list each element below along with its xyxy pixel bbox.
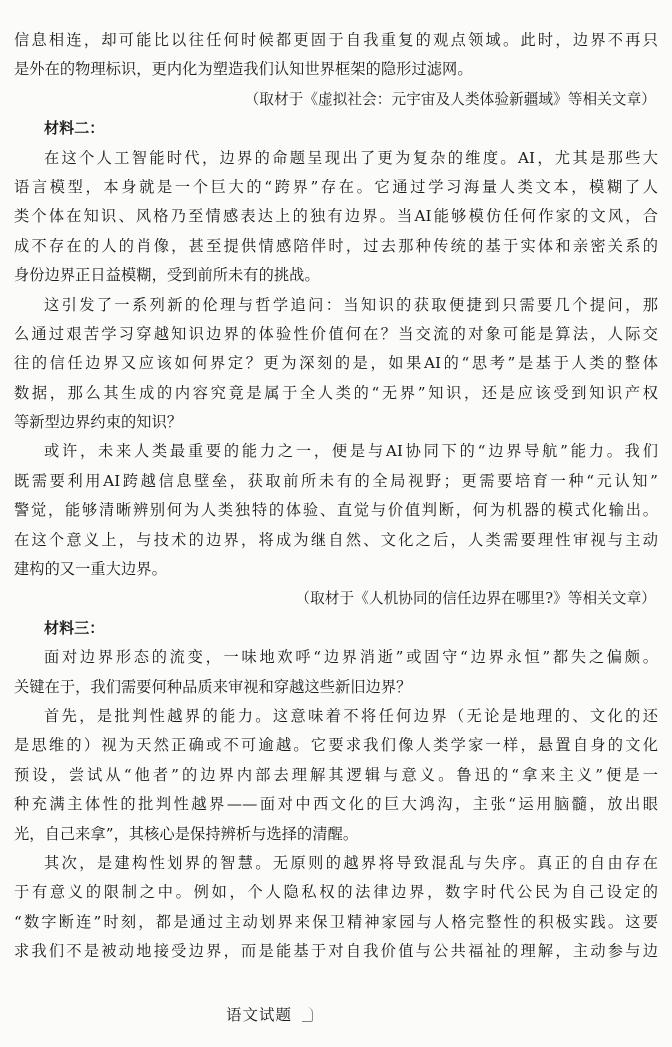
section-heading: 材料二： — [44, 119, 105, 138]
text-line: 既需要利用AI跨越信息壁垒，获取前所未有的全局视野；更需要培育一种“元认知” — [14, 471, 658, 490]
text-line: 往的信任边界又应该如何界定？更为深刻的是，如果AI的“思考”是基于人类的整体 — [14, 354, 658, 373]
text-line: 建构的又一重大边界。 — [14, 560, 167, 579]
text-line: 预设，尝试从“他者”的边界内部去理解其逻辑与意义。鲁迅的“拿来主义”便是一 — [14, 765, 658, 784]
source-citation: （取材于《虚拟社会：元宇宙及人类体验新疆域》等相关文章） — [244, 90, 656, 108]
text-line: 是思维的）视为天然正确或不可逾越。它要求我们像人类学家一样，悬置自身的文化 — [14, 736, 658, 755]
source-citation: （取材于《人机协同的信任边界在哪里?》等相关文章） — [295, 590, 656, 608]
text-line: 或许，未来人类最重要的能力之一，便是与AI协同下的“边界导航”能力。我们 — [44, 442, 658, 461]
text-line: 语言模型，本身就是一个巨大的“跨界”存在。它通过学习海量人类文本，模糊了人 — [14, 177, 658, 196]
text-line: 于有意义的限制之中。例如，个人隐私权的法律边界，数字时代公民为自己设定的 — [14, 883, 658, 902]
text-line: 在这个人工智能时代，边界的命题呈现出了更为复杂的维度。AI，尤其是那些大 — [44, 148, 658, 167]
text-line: 等新型边界约束的知识？ — [14, 413, 183, 432]
text-line: 数据，那么其生成的内容究竟是属于全人类的“无界”知识，还是应该受到知识产权 — [14, 383, 658, 402]
text-line: 求我们不是被动地接受边界，而是能基于对自我价值与公共福祉的理解，主动参与边 — [14, 942, 658, 961]
text-line: 类个体在知识、风格乃至情感表达上的独有边界。当AI能够模仿任何作家的文风，合 — [14, 207, 658, 226]
text-line: 信息相连，却可能比以往任何时候都更固于自我重复的观点领域。此时，边界不再只 — [14, 31, 658, 49]
text-line: 光，自己来拿”，其核心是保持辨析与选择的清醒。 — [14, 824, 359, 843]
page-number-icon — [302, 1007, 313, 1022]
section-heading: 材料三： — [44, 618, 105, 637]
text-line: 是外在的物理标识，更内化为塑造我们认知世界框架的隐形过滤网。 — [14, 60, 473, 79]
article-body — [14, 26, 658, 967]
text-line: 成不存在的人的肖像，甚至提供情感陪伴时，过去那种传统的基于实体和亲密关系的 — [14, 236, 658, 255]
text-line: 其次，是建构性划界的智慧。无原则的越界将导致混乱与失序。真正的自由存在 — [44, 853, 658, 872]
text-line: 关键在于，我们需要何种品质来审视和穿越这些新旧边界？ — [14, 677, 412, 696]
text-line: 这引发了一系列新的伦理与哲学追问：当知识的获取便捷到只需要几个提问，那 — [44, 295, 658, 314]
text-line: 首先，是批判性越界的能力。这意味着不将任何边界（无论是地理的、文化的还 — [44, 706, 658, 725]
text-line: “数字断连”时刻，都是通过主动划界来保卫精神家园与人格完整性的积极实践。这要 — [14, 912, 658, 931]
page-footer — [226, 1003, 313, 1027]
text-line: 种充满主体性的批判性越界——面对中西文化的巨大鸿沟，主张“运用脑髓，放出眼 — [14, 795, 658, 814]
text-line: 么通过艰苦学习穿越知识边界的体验性价值何在？当交流的对象可能是算法，人际交 — [14, 324, 658, 343]
text-line: 警觉，能够清晰辨别何为人类独特的体验、直觉与价值判断，何为机器的模式化输出。 — [14, 501, 658, 520]
text-line: 面对边界形态的流变，一味地欢呼“边界消逝”或固守“边界永恒”都失之偏颇。 — [44, 648, 658, 667]
text-line: 在这个意义上，与技术的边界，将成为继自然、文化之后，人类需要理性审视与主动 — [14, 530, 658, 549]
footer-label: 语文试题 — [226, 1006, 293, 1024]
text-line: 身份边界正日益模糊，受到前所未有的挑战。 — [14, 266, 320, 285]
